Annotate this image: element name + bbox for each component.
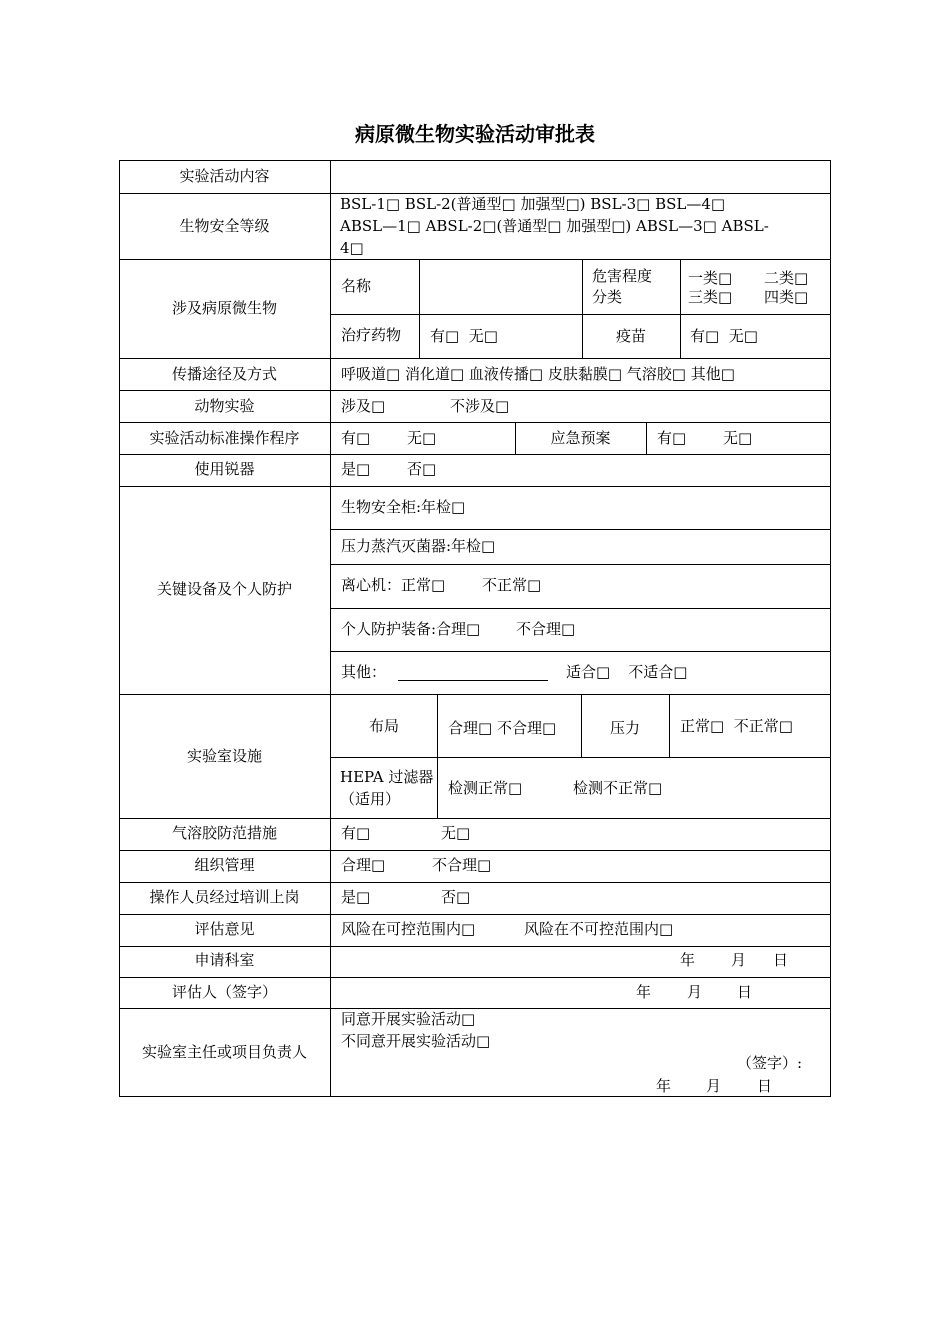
- aerosol-no-option[interactable]: 无□: [441, 824, 471, 842]
- row-divider: [120, 850, 830, 851]
- sop-no-option[interactable]: 无□: [407, 429, 437, 447]
- ppe-reasonable-option[interactable]: 个人防护装备:合理□: [341, 620, 481, 638]
- biosafety-cabinet-check[interactable]: 生物安全柜:年检□: [341, 498, 466, 516]
- row-divider: [331, 529, 830, 530]
- hepa-label-1: HEPA 过滤器: [340, 768, 434, 786]
- column-divider: [330, 161, 331, 1096]
- layout-options[interactable]: 合理□ 不合理□: [448, 719, 557, 737]
- column-divider: [437, 694, 438, 819]
- assessor-date-year: 年: [636, 983, 652, 1001]
- label-biosafety-level: 生物安全等级: [179, 217, 270, 235]
- risk-uncontrollable-option[interactable]: 风险在不可控范围内□: [524, 920, 674, 938]
- emergency-no-option[interactable]: 无□: [723, 429, 753, 447]
- training-no-option[interactable]: 否□: [441, 888, 471, 906]
- director-date-month: 月: [706, 1077, 722, 1095]
- agree-option[interactable]: 同意开展实验活动□: [341, 1010, 476, 1028]
- label-aerosol: 气溶胶防范措施: [171, 824, 277, 842]
- row-divider: [120, 486, 830, 487]
- row-divider: [331, 651, 830, 652]
- management-reasonable-option[interactable]: 合理□: [341, 856, 386, 874]
- centrifuge-abnormal-option[interactable]: 不正常□: [482, 576, 542, 594]
- other-equipment-label: 其他：: [341, 663, 387, 681]
- pathogen-name-label: 名称: [341, 277, 372, 295]
- assessor-date-month: 月: [687, 983, 703, 1001]
- label-assessor: 评估人（签字）: [171, 983, 277, 1001]
- vaccine-label: 疫苗: [615, 327, 646, 345]
- autoclave-check[interactable]: 压力蒸汽灭菌器:年检□: [341, 537, 496, 555]
- row-divider: [120, 454, 830, 455]
- director-date-day: 日: [757, 1077, 773, 1095]
- hazard-class-label-1: 危害程度: [592, 267, 653, 285]
- label-lab-facility: 实验室设施: [186, 747, 262, 765]
- hepa-label-2: （适用）: [340, 790, 401, 808]
- column-divider: [419, 314, 420, 359]
- animal-involved-option[interactable]: 涉及□: [341, 397, 386, 415]
- vaccine-options[interactable]: 有□ 无□: [690, 327, 758, 345]
- row-divider: [120, 694, 830, 695]
- hazard-class-2[interactable]: 二类□: [764, 269, 809, 287]
- other-equipment-blank[interactable]: [398, 666, 548, 681]
- column-divider: [669, 694, 670, 758]
- other-equipment-row: [341, 662, 687, 682]
- hepa-abnormal-option[interactable]: 检测不正常□: [573, 779, 663, 797]
- pressure-label: 压力: [609, 719, 640, 737]
- column-divider: [680, 259, 681, 315]
- label-sop: 实验活动标准操作程序: [149, 429, 300, 447]
- row-divider: [120, 882, 830, 883]
- applicant-date-month: 月: [731, 951, 747, 969]
- label-key-equipment: 关键设备及个人防护: [156, 580, 292, 598]
- row-divider: [120, 422, 830, 423]
- label-sharps: 使用锐器: [194, 460, 255, 478]
- label-management: 组织管理: [194, 856, 255, 874]
- row-divider: [120, 358, 830, 359]
- label-pathogen: 涉及病原微生物: [171, 299, 277, 317]
- biosafety-level-line-3[interactable]: 4□: [340, 239, 364, 257]
- row-divider: [120, 818, 830, 819]
- label-transmission: 传播途径及方式: [171, 365, 277, 383]
- label-applicant-dept: 申请科室: [194, 951, 255, 969]
- hazard-class-label-2: 分类: [592, 288, 623, 306]
- row-divider: [331, 314, 830, 315]
- applicant-date-year: 年: [680, 951, 696, 969]
- row-divider: [120, 977, 830, 978]
- ppe-unreasonable-option[interactable]: 不合理□: [516, 620, 576, 638]
- biosafety-level-line-2[interactable]: ABSL—1□ ABSL-2□(普通型□ 加强型□) ABSL—3□ ABSL-: [340, 217, 769, 235]
- label-activity-content: 实验活动内容: [179, 167, 270, 185]
- label-director: 实验室主任或项目负责人: [141, 1043, 307, 1061]
- sop-yes-option[interactable]: 有□: [341, 429, 371, 447]
- row-divider: [331, 564, 830, 565]
- biosafety-level-line-1[interactable]: BSL-1□ BSL-2(普通型□ 加强型□) BSL-3□ BSL—4□: [340, 195, 726, 213]
- hazard-class-3[interactable]: 三类□: [688, 288, 733, 306]
- layout-label: 布局: [368, 717, 399, 735]
- training-yes-option[interactable]: 是□: [341, 888, 371, 906]
- management-unreasonable-option[interactable]: 不合理□: [432, 856, 492, 874]
- director-date-year: 年: [656, 1077, 672, 1095]
- row-divider: [120, 946, 830, 947]
- applicant-date-day: 日: [773, 951, 789, 969]
- emergency-plan-label: 应急预案: [550, 429, 611, 447]
- row-divider: [120, 914, 830, 915]
- pressure-options[interactable]: 正常□ 不正常□: [680, 717, 793, 735]
- hazard-class-4[interactable]: 四类□: [764, 288, 809, 306]
- treatment-drug-label: 治疗药物: [341, 326, 402, 344]
- centrifuge-normal-option[interactable]: 离心机：正常□: [341, 576, 446, 594]
- director-signature-label: （签字）:: [737, 1054, 803, 1072]
- sharps-yes-option[interactable]: 是□: [341, 460, 371, 478]
- row-divider: [120, 259, 830, 260]
- column-divider: [646, 422, 647, 455]
- disagree-option[interactable]: 不同意开展实验活动□: [341, 1032, 491, 1050]
- animal-not-involved-option[interactable]: 不涉及□: [450, 397, 510, 415]
- page-title: 病原微生物实验活动审批表: [355, 122, 595, 146]
- hepa-normal-option[interactable]: 检测正常□: [448, 779, 523, 797]
- hazard-class-1[interactable]: 一类□: [688, 269, 733, 287]
- other-unsuitable-option[interactable]: 不适合□: [628, 663, 688, 681]
- sharps-no-option[interactable]: 否□: [407, 460, 437, 478]
- label-animal-experiment: 动物实验: [194, 397, 255, 415]
- row-divider: [331, 608, 830, 609]
- label-training: 操作人员经过培训上岗: [149, 888, 300, 906]
- assessor-date-day: 日: [737, 983, 753, 1001]
- emergency-yes-option[interactable]: 有□: [657, 429, 687, 447]
- other-suitable-option[interactable]: 适合□: [566, 663, 611, 681]
- treatment-drug-options[interactable]: 有□ 无□: [430, 327, 498, 345]
- risk-controllable-option[interactable]: 风险在可控范围内□: [341, 920, 476, 938]
- label-assessment: 评估意见: [194, 920, 255, 938]
- column-divider: [419, 259, 420, 315]
- row-divider: [120, 390, 830, 391]
- aerosol-yes-option[interactable]: 有□: [341, 824, 371, 842]
- transmission-options[interactable]: 呼吸道□ 消化道□ 血液传播□ 皮肤黏膜□ 气溶胶□ 其他□: [341, 365, 735, 383]
